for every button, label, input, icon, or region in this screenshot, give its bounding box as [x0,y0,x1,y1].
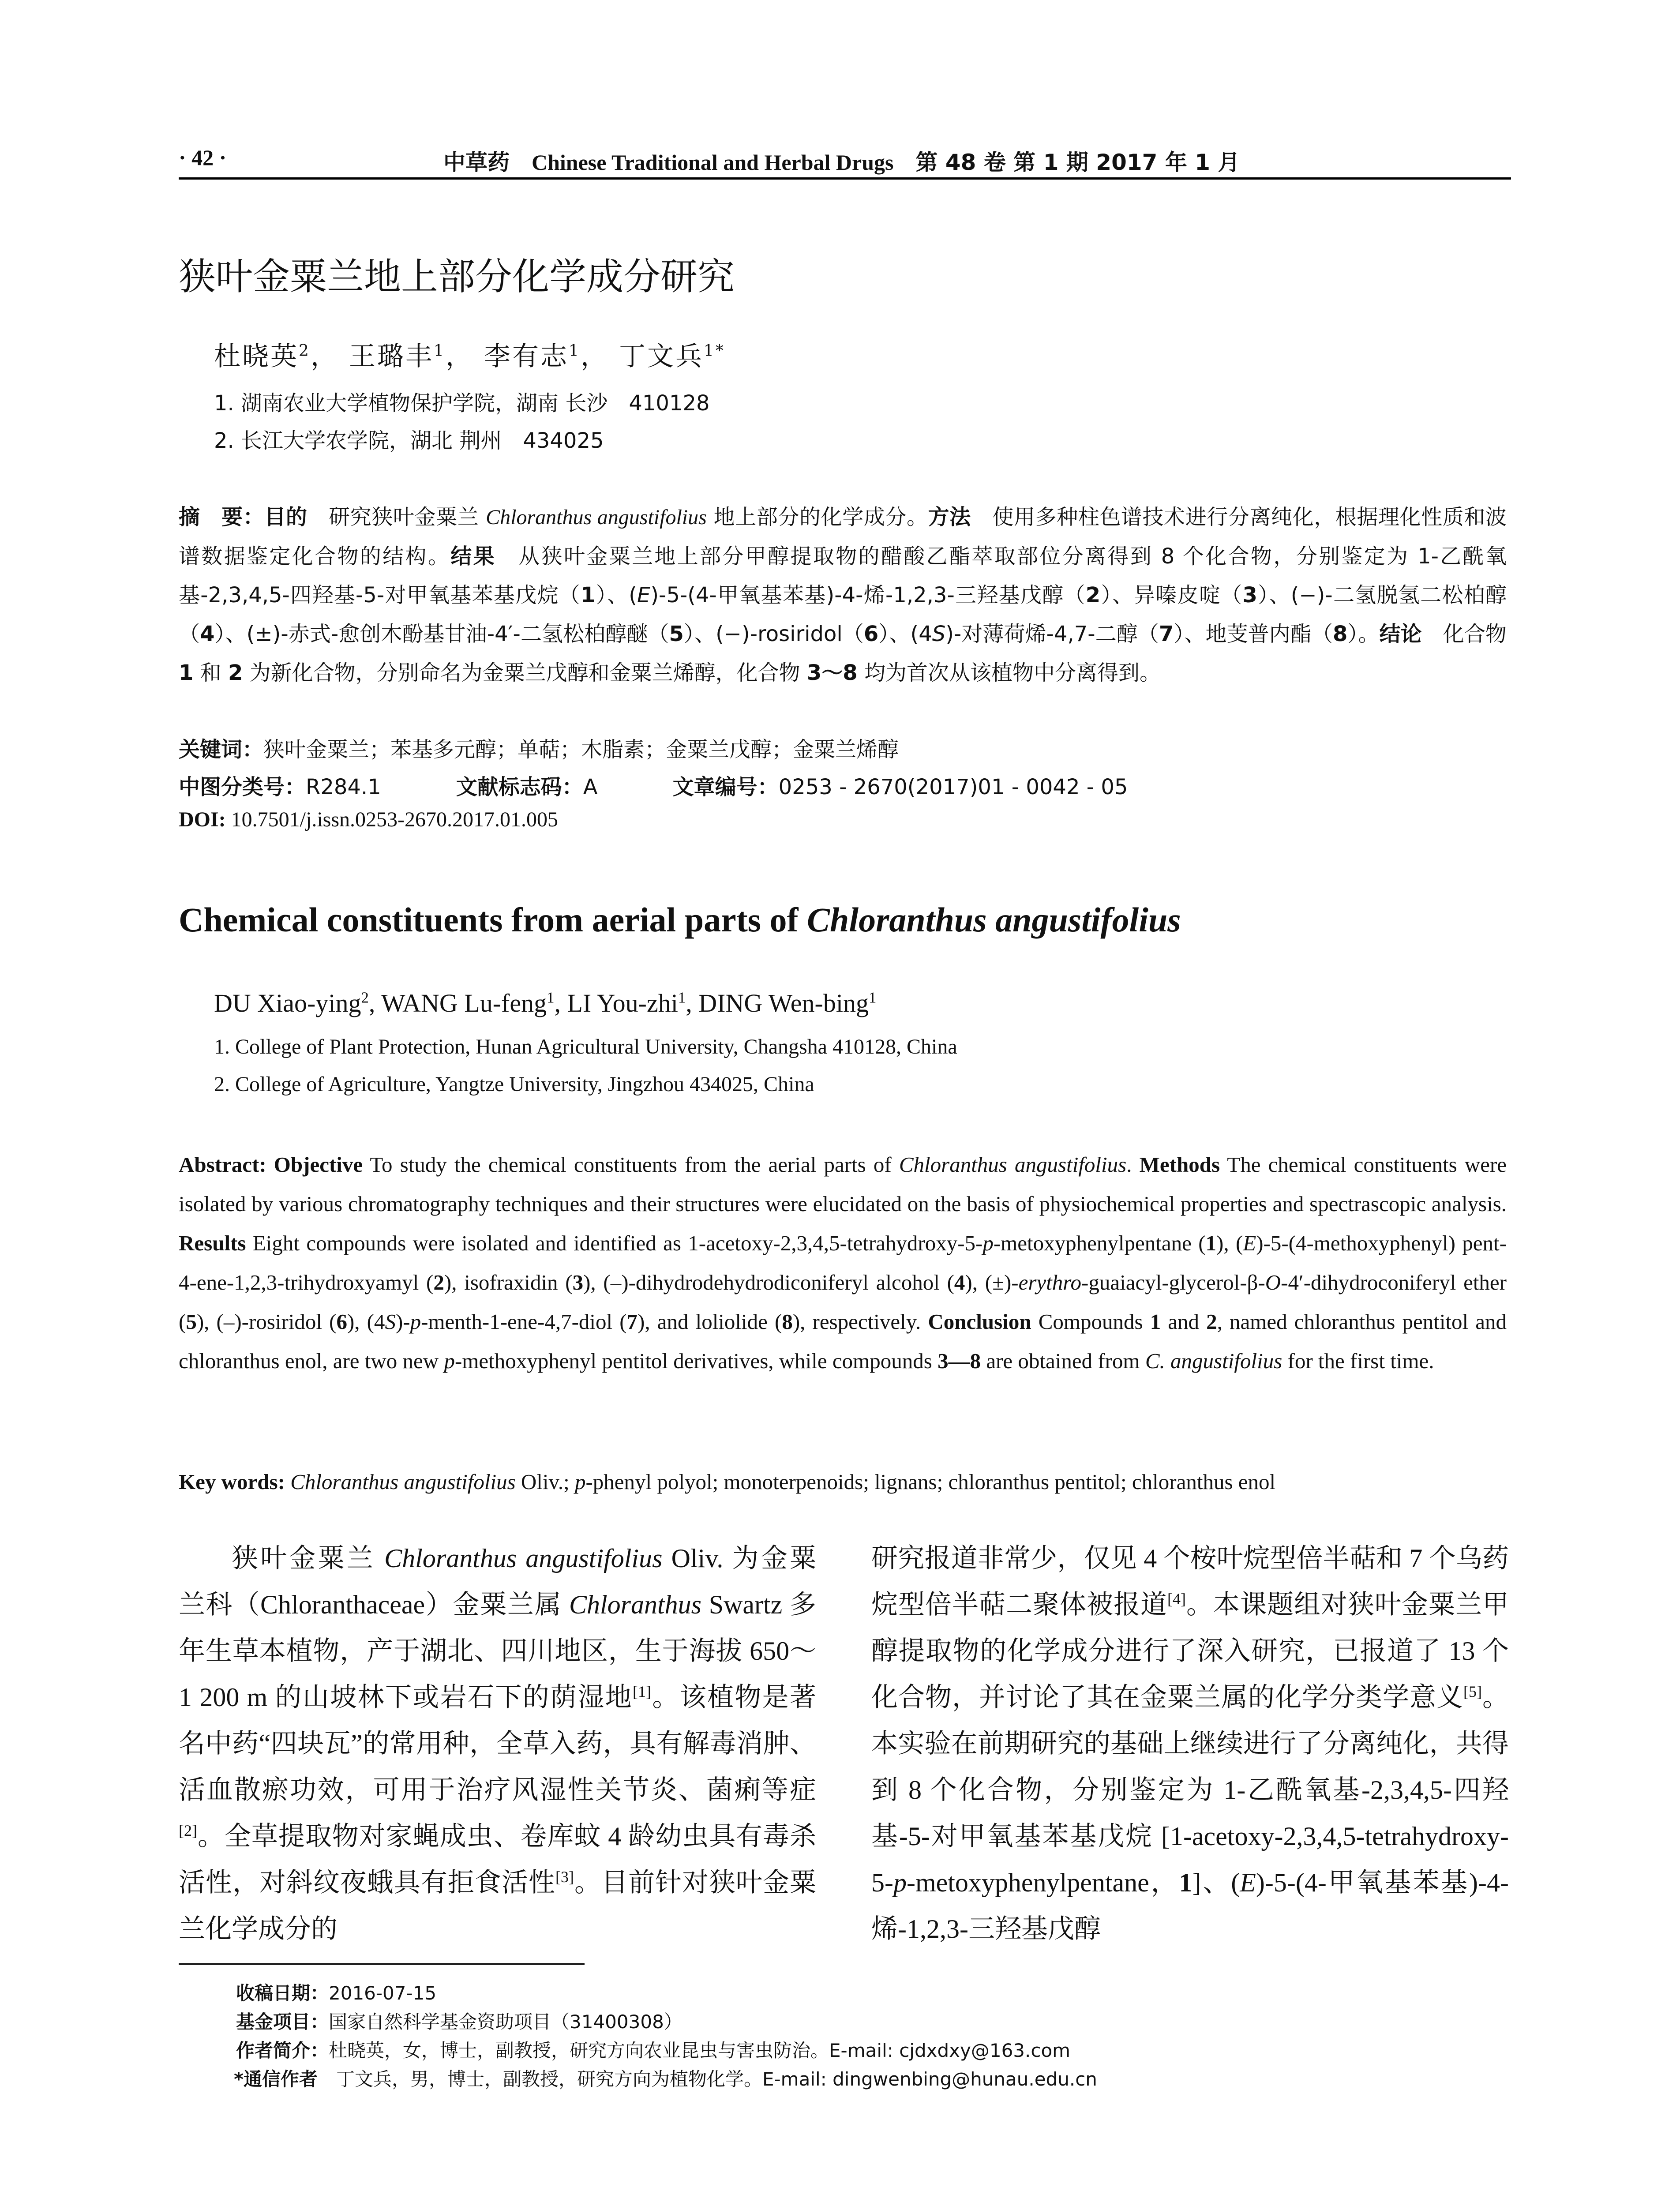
journal-name-cn: 中草药 [443,150,510,175]
header-rule [179,177,1511,180]
citation: [1] [633,1683,651,1700]
abstract-en: Abstract: Objective To study the chemical constituents from the aerial parts of Chloranthus angustifolius. Methods The chemical constituents were isolated by various chromatography techniques and their structures were elucidated on the basis of physiochemical properties and spectrascopic analysis. Results Eight compounds were isolated and identified as 1-acetoxy-2,3,4,5-tetrahydroxy-5-p-metoxyphenylpentane (1), (E)-5-(4-methoxyphenyl) pent-4-ene-1,2,3-trihydroxyamyl (2), isofraxidin (3), (–)-dihydrodehydrodiconiferyl alcohol (4), (±)-erythro-guaiacyl-glycerol-β-O-4′-dihydroconiferyl ether (5), (–)-rosiridol (6), (4S)-p-menth-1-ene-4,7-diol (7), and loliolide (8), respectively. Conclusion Compounds 1 and 2, named chloranthus pentitol and chloranthus enol, are two new p-methoxyphenyl pentitol derivatives, while compounds 3—8 are obtained from C. angustifolius for the first time. [179,1152,1507,1373]
article-number: 0253 - 2670(2017)01 - 0042 - 05 [778,775,1128,799]
objective-label: 目的 [264,505,308,529]
author-cn: 丁文兵$^{1*}$ [619,341,725,372]
author-en: DU Xiao-ying$^2$ [214,989,369,1017]
results-label: 结果 [450,544,496,569]
author-cn: 杜晓英$^2$ [214,341,311,372]
abstract-cn: 摘 要：目的 研究狭叶金粟兰 Chloranthus angustifolius 地上部分的化学成分。方法 使用多种柱色谱技术进行分离纯化，根据理化性质和波谱数据鉴定化合物的结构。结果 从狭叶金粟兰地上部分甲醇提取物的醋酸乙酯萃取部位分离得到 8 个化合物，分别鉴定为 1-乙酰氧基-2,3,4,5-四羟基-5-对甲氧基苯基戊烷（1）、(E)-5-(4-甲氧基苯基)-4-烯-1,2,3-三羟基戊醇（2）、异嗪皮啶（3）、(−)-二氢脱氢二松柏醇（4）、(±)-赤式-愈创木酚基甘油-4′-二氢松柏醇醚（5）、(−)-rosiridol（6）、(4S)-对薄荷烯-4,7-二醇（7）、地芰普内酯（8）。结论 化合物 1 和 2 为新化合物，分别命名为金粟兰戊醇和金粟兰烯醇，化合物 3～8 均为首次从该植物中分离得到。 [179,505,1507,685]
keywords-label: 关键词： [179,737,264,762]
paper-title-en: Chemical constituents from aerial parts of Chloranthus angustifolius [179,900,1181,939]
affiliation-en-1: 1. College of Plant Protection, Hunan Agricultural University, Changsha 410128, China [214,1035,957,1058]
running-header [179,140,1511,176]
keywords-cn [179,732,899,763]
author-en: DING Wen-bing$^1$ [698,989,877,1017]
clc-number: R284.1 [306,775,381,799]
author-list-en: DU Xiao-ying$^2$, WANG Lu-feng$^1$, LI You-zhi$^1$, DING Wen-bing$^1$ [214,989,877,1017]
page-number: · 42 · [179,145,227,170]
keywords-en: Key words: Chloranthus angustifolius Oliv.; p-phenyl polyol; monoterpenoids; lignans; chloranthus pentitol; chloranthus enol [179,1470,1276,1494]
citation: [2] [179,1822,197,1839]
body-column-right: 研究报道非常少，仅见 4 个桉叶烷型倍半萜和 7 个乌药烷型倍半萜二聚体被报道[4]。本课题组对狭叶金粟兰甲醇提取物的化学成分进行了深入研究，已报道了 13 个化合物，并讨论了其在金粟兰属的化学分类学意义[5]。本实验在前期研究的基础上继续进行了分离纯化，共得到 8 个化合物，分别鉴定为 1-乙酰氧基-2,3,4,5-四羟基-5-对甲氧基苯基戊烷 [1-acetoxy-2,3,4,5-tetrahydroxy-5-p-metoxyphenylpentane，1]、(E)-5-(4-甲氧基苯基)-4-烯-1,2,3-三羟基戊醇 [871,1544,1509,1943]
footnote-corresponding: *通信作者 丁文兵，男，博士，副教授，研究方向为植物化学。E-mail: dingwenbing@hunau.edu.cn [234,2068,1097,2090]
results-label-en: Results [179,1231,246,1255]
footnote-author: 作者简介：杜晓英，女，博士，副教授，研究方向农业昆虫与害虫防治。E-mail: cjdxdxy@163.com [236,2040,1071,2061]
issue-info: 第 48 卷 第 1 期 2017 年 1 月 [915,150,1240,175]
citation: [4] [1167,1590,1186,1608]
citation: [5] [1463,1683,1482,1700]
conclusion-label: 结论 [1379,622,1422,646]
conclusion-label-en: Conclusion [928,1309,1031,1334]
footnote-received: 收稿日期：2016-07-15 [236,1982,437,2004]
footnote-rule [179,1963,585,1965]
methods-label-en: Methods [1139,1152,1220,1177]
paper-title-cn: 狭叶金粟兰地上部分化学成分研究 [179,255,735,298]
author-cn: 王璐丰$^1$ [349,341,446,372]
keywords-text: 狭叶金粟兰；苯基多元醇；单萜；木脂素；金粟兰戊醇；金粟兰烯醇 [263,737,899,762]
body-column-left: 狭叶金粟兰 Chloranthus angustifolius Oliv. 为金粟兰科（Chloranthaceae）金粟兰属 Chloranthus Swartz 多年生草本植物，产于湖北、四川地区，生于海拔 650～1 200 m 的山坡林下或岩石下的荫湿地[1]。该植物是著名中药“四块瓦”的常用种，全草入药，具有解毒消肿、活血散瘀功效，可用于治疗风湿性关节炎、菌痢等症[2]。全草提取物对家蝇成虫、卷库蚊 4 龄幼虫具有毒杀活性，对斜纹夜蛾具有拒食活性[3]。目前针对狭叶金粟兰化学成分的 [179,1544,817,1943]
document-code: A [583,775,598,799]
affiliation-cn-2: 2. 长江大学农学院，湖北 荆州 434025 [214,428,604,453]
abstract-objective-label: Abstract: Objective [179,1152,363,1177]
affiliation-en-2: 2. College of Agriculture, Yangtze University, Jingzhou 434025, China [214,1073,814,1096]
classification-line: 中图分类号：R284.1 文献标志码：A 文章编号：0253 - 2670(2017)01 - 0042 - 05 [179,775,1128,799]
footnote-fund: 基金项目：国家自然科学基金资助项目（31400308） [236,2011,682,2033]
citation: [3] [555,1868,574,1886]
author-list-cn: 杜晓英$^2$， 王璐丰$^1$， 李有志$^1$， 丁文兵$^{1*}$ [214,341,725,372]
journal-name-en: Chinese Traditional and Herbal Drugs [532,150,894,175]
doi-value: 10.7501/j.issn.0253-2670.2017.01.005 [225,808,559,831]
abstract-label: 摘 要： [179,505,265,529]
author-en: LI You-zhi$^1$ [567,989,686,1017]
journal-line [443,145,1240,176]
author-cn: 李有志$^1$ [484,341,581,372]
affiliation-cn-1: 1. 湖南农业大学植物保护学院，湖南 长沙 410128 [214,391,710,416]
doi-line: DOI: 10.7501/j.issn.0253-2670.2017.01.005 [179,808,559,831]
methods-label: 方法 [928,505,971,529]
author-en: WANG Lu-feng$^1$ [381,989,555,1017]
